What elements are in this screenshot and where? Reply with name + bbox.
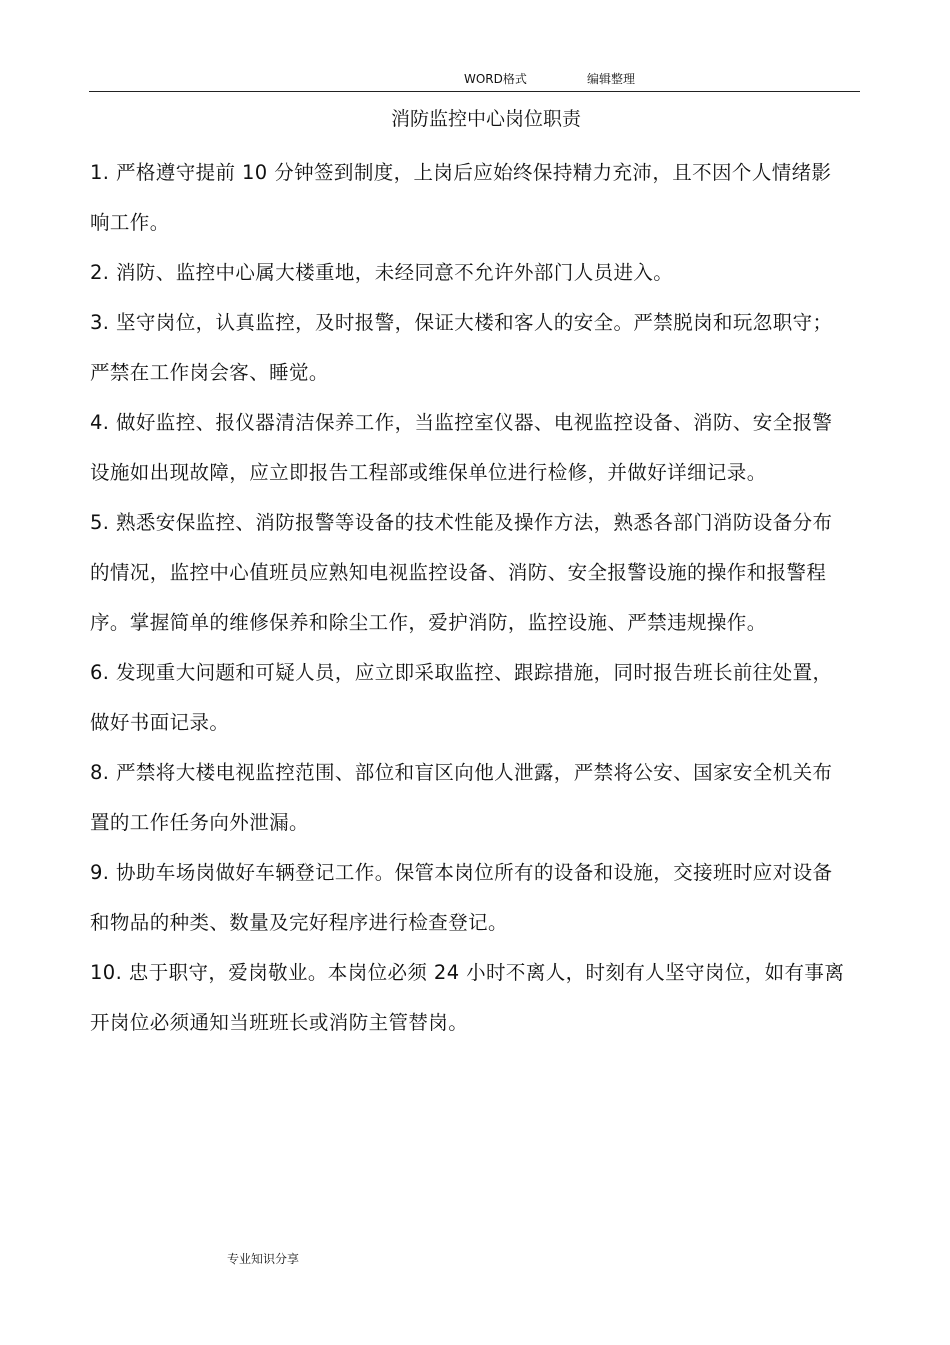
duty-item-4: 4. 做好监控、报仪器清洁保养工作，当监控室仪器、电视监控设备、消防、安全报警设施如出现故障，应立即报告工程部或维保单位进行检修，并做好详细记录。 <box>90 411 833 484</box>
header-divider <box>89 91 860 92</box>
document-body <box>90 148 850 1048</box>
duty-item-5: 5. 熟悉安保监控、消防报警等设备的技术性能及操作方法，熟悉各部门消防设备分布的情况，监控中心值班员应熟知电视监控设备、消防、安全报警设施的操作和报警程序。掌握简单的维修保养和除尘工作，爱护消防，监控设施、严禁违规操作。 <box>90 511 833 634</box>
duty-item-3: 3. 坚守岗位，认真监控，及时报警，保证大楼和客人的安全。严禁脱岗和玩忽职守；严禁在工作岗会客、睡觉。 <box>90 311 833 384</box>
duty-item-6: 6. 发现重大问题和可疑人员，应立即采取监控、跟踪措施，同时报告班长前往处置，做好书面记录。 <box>90 661 833 734</box>
page-footer: 专业知识分享 <box>227 1252 300 1266</box>
header-format-label: WORD格式 <box>464 72 527 86</box>
duty-item-8: 8. 严禁将大楼电视监控范围、部位和盲区向他人泄露，严禁将公安、国家安全机关布置的工作任务向外泄漏。 <box>90 761 833 834</box>
duty-item-9: 9. 协助车场岗做好车辆登记工作。保管本岗位所有的设备和设施，交接班时应对设备和物品的种类、数量及完好程序进行检查登记。 <box>90 861 833 934</box>
document-title: 消防监控中心岗位职责 <box>390 108 581 130</box>
header-edit-label: 编辑整理 <box>587 72 636 86</box>
duty-item-10: 10. 忠于职守，爱岗敬业。本岗位必须 24 小时不离人，时刻有人坚守岗位，如有事离开岗位必须通知当班班长或消防主管替岗。 <box>90 961 845 1034</box>
duty-item-2: 2. 消防、监控中心属大楼重地，未经同意不允许外部门人员进入。 <box>90 261 674 284</box>
duty-item-1: 1. 严格遵守提前 10 分钟签到制度，上岗后应始终保持精力充沛，且不因个人情绪影响工作。 <box>90 161 832 234</box>
page-header <box>0 68 950 88</box>
